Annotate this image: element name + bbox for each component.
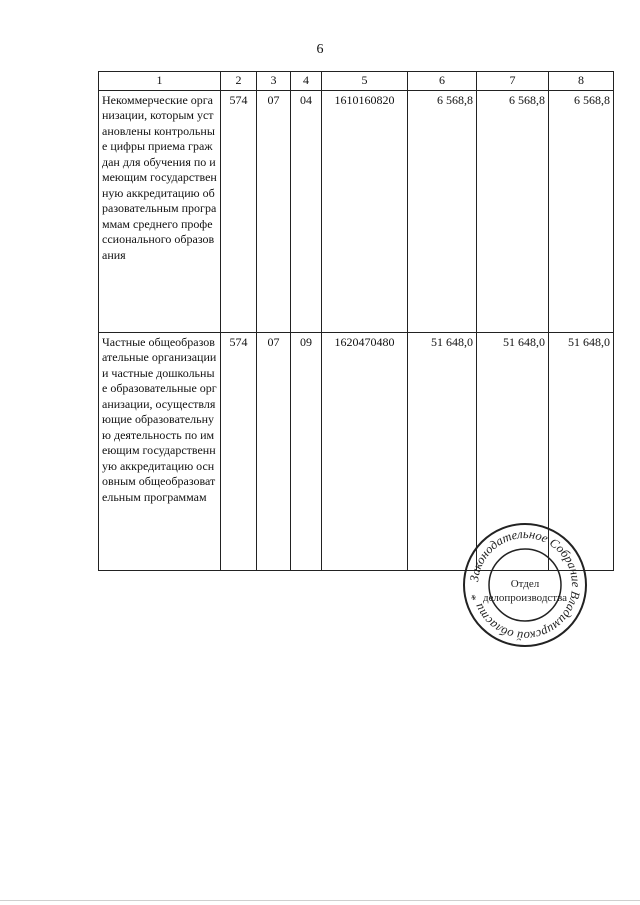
section-cell: 07 — [257, 90, 291, 332]
column-header: 7 — [477, 72, 549, 91]
amount-cell: 6 568,8 — [408, 90, 477, 332]
amount-cell: 51 648,0 — [477, 332, 549, 570]
amount-cell: 51 648,0 — [408, 332, 477, 570]
stamp-center-line1: Отдел — [510, 578, 540, 590]
target-article-cell: 1610160820 — [322, 90, 408, 332]
stamp-center-line2: делопроизводства — [482, 592, 568, 604]
section-cell: 07 — [257, 332, 291, 570]
amount-cell: 6 568,8 — [477, 90, 549, 332]
column-header: 3 — [257, 72, 291, 91]
table-header-row — [99, 72, 614, 91]
budget-table — [98, 71, 614, 571]
page-number: 6 — [316, 42, 324, 57]
amount-cell: 6 568,8 — [549, 90, 614, 332]
row-name-cell: Некоммерческие организации, которым установлены контрольные цифры приема граждан для обучения по имеющим государственную аккредитацию образовательным программам среднего профессионального образования — [99, 90, 221, 332]
amount-cell: 51 648,0 — [549, 332, 614, 570]
ministry-code-cell: 574 — [221, 90, 257, 332]
subsection-cell: 09 — [291, 332, 322, 570]
column-header: 1 — [99, 72, 221, 91]
target-article-cell: 1620470480 — [322, 332, 408, 570]
table-row — [99, 90, 614, 332]
column-header: 6 — [408, 72, 477, 91]
column-header: 5 — [322, 72, 408, 91]
subsection-cell: 04 — [291, 90, 322, 332]
column-header: 4 — [291, 72, 322, 91]
column-header: 8 — [549, 72, 614, 91]
stamp-ring-text: Законодательное Собрание Владимирской области * — [467, 526, 584, 644]
ministry-code-cell: 574 — [221, 332, 257, 570]
page-bottom-edge — [0, 900, 640, 901]
column-header: 2 — [221, 72, 257, 91]
row-name-cell: Частные общеобразовательные организации и частные дошкольные образовательные организации, осуществляющие образовательную деятельность по имеющим государственную аккредитацию основным общеобразовательным программам — [99, 332, 221, 570]
